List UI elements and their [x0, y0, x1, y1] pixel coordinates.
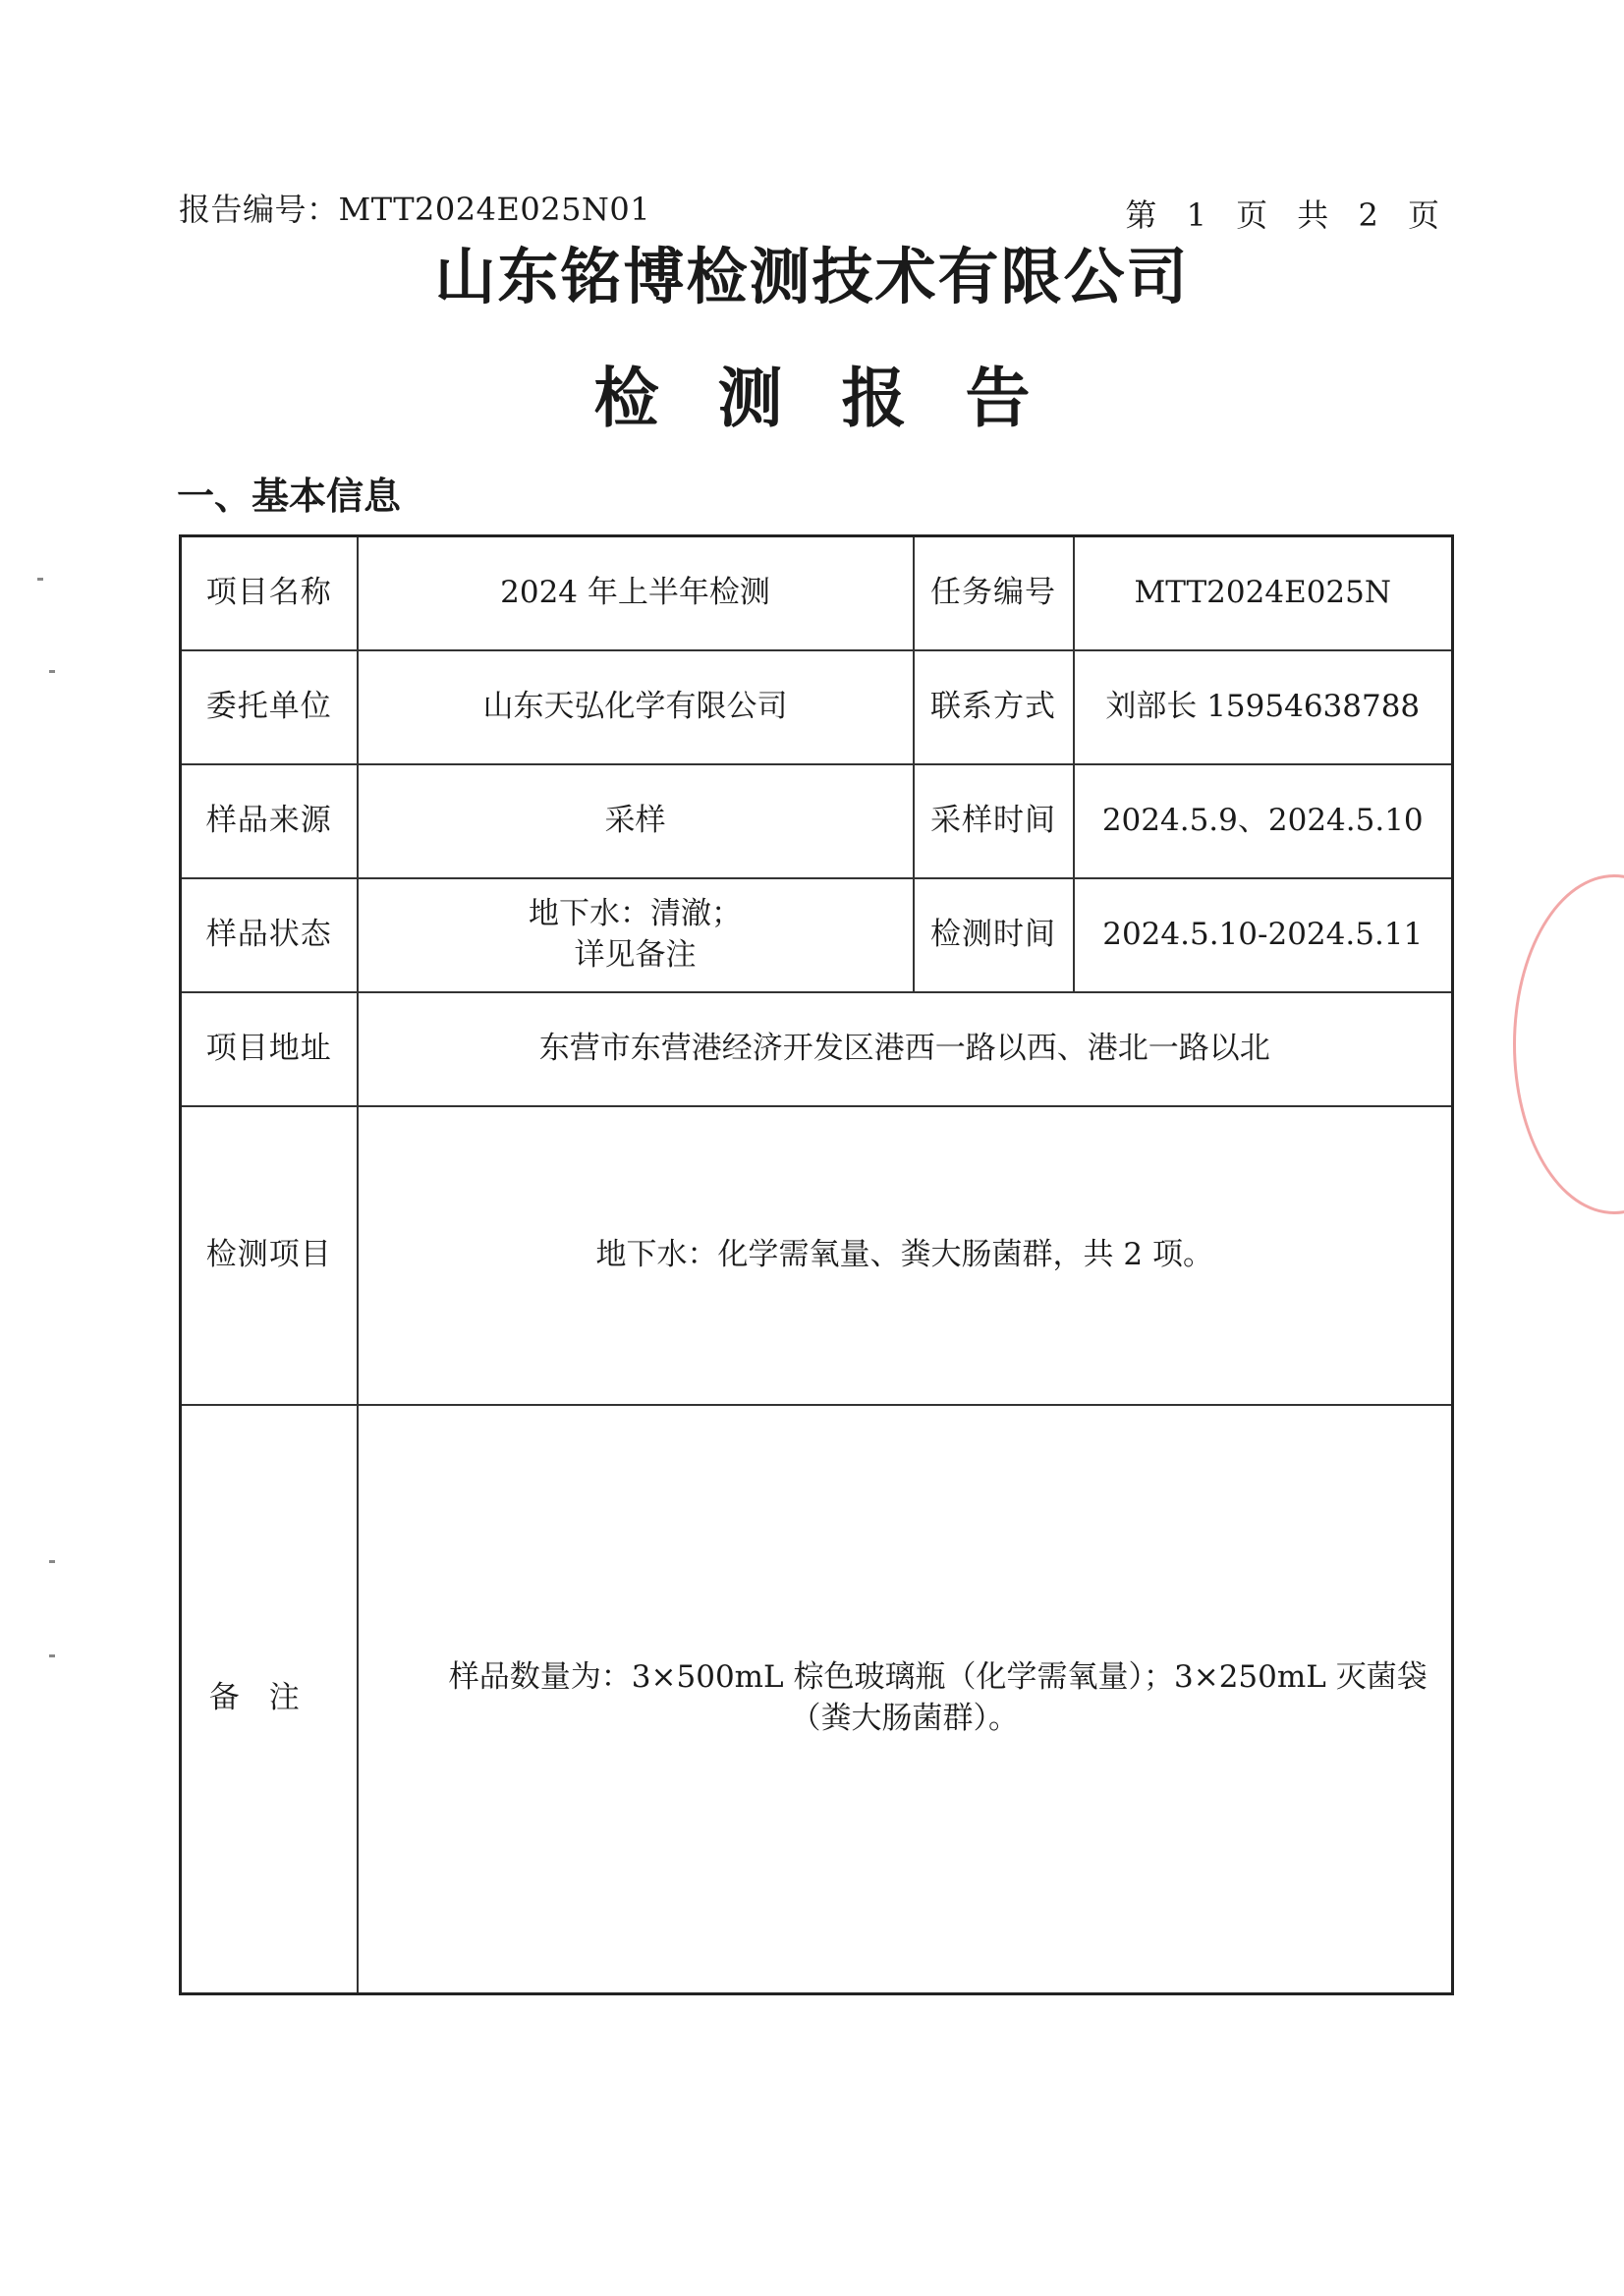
section-heading: 一、基本信息: [177, 475, 402, 518]
report-number: 报告编号：MTT2024E025N01: [179, 191, 651, 228]
project-name-value: 2024 年上半年检测: [358, 536, 914, 650]
testing-time-value: 2024.5.10-2024.5.11: [1074, 878, 1453, 992]
sampling-time-value: 2024.5.9、2024.5.10: [1074, 764, 1453, 878]
scan-speck: [37, 578, 43, 581]
table-row: [181, 1106, 1453, 1405]
testing-time-label: 检测时间: [914, 878, 1074, 992]
task-number-label: 任务编号: [914, 536, 1074, 650]
scan-speck: [49, 670, 55, 673]
page-indicator: 第 1 页 共 2 页: [1125, 196, 1449, 234]
table-row: [181, 536, 1453, 650]
test-items-label: 检测项目: [181, 1106, 358, 1405]
task-number-value: MTT2024E025N: [1074, 536, 1453, 650]
document-title: 检测报告: [593, 361, 1090, 436]
table-row: [181, 764, 1453, 878]
client-label: 委托单位: [181, 650, 358, 764]
sample-source-value: 采样: [358, 764, 914, 878]
remarks-value: 样品数量为：3×500mL 棕色玻璃瓶（化学需氧量）；3×250mL 灭菌袋（粪大肠菌群）。: [448, 1659, 1428, 1737]
remarks-label: 备注: [208, 1680, 329, 1716]
basic-info-table: [179, 534, 1454, 1995]
contact-label: 联系方式: [914, 650, 1074, 764]
sample-status-label: 样品状态: [181, 878, 358, 992]
sample-source-label: 样品来源: [181, 764, 358, 878]
test-items-value: 地下水：化学需氧量、粪大肠菌群，共 2 项。: [358, 1106, 1453, 1405]
scan-speck: [49, 1654, 55, 1657]
project-name-label: 项目名称: [181, 536, 358, 650]
table-row: [181, 992, 1453, 1106]
scan-speck: [49, 1560, 55, 1563]
table-row: [181, 878, 1453, 992]
remarks-value-cell: [358, 1405, 1453, 1994]
company-seal-partial: [1513, 874, 1624, 1214]
sample-status-line2: 详见备注: [574, 936, 697, 973]
table-row: [181, 1405, 1453, 1994]
contact-value: 刘部长 15954638788: [1074, 650, 1453, 764]
project-address-label: 项目地址: [181, 992, 358, 1106]
project-address-value: 东营市东营港经济开发区港西一路以西、港北一路以北: [358, 992, 1453, 1106]
sample-status-value: [358, 878, 914, 992]
sampling-time-label: 采样时间: [914, 764, 1074, 878]
company-name: 山东铭博检测技术有限公司: [434, 241, 1190, 312]
sample-status-line1: 地下水：清澈；: [529, 895, 742, 931]
table-row: [181, 650, 1453, 764]
client-value: 山东天弘化学有限公司: [358, 650, 914, 764]
remarks-label-cell: [181, 1405, 358, 1994]
